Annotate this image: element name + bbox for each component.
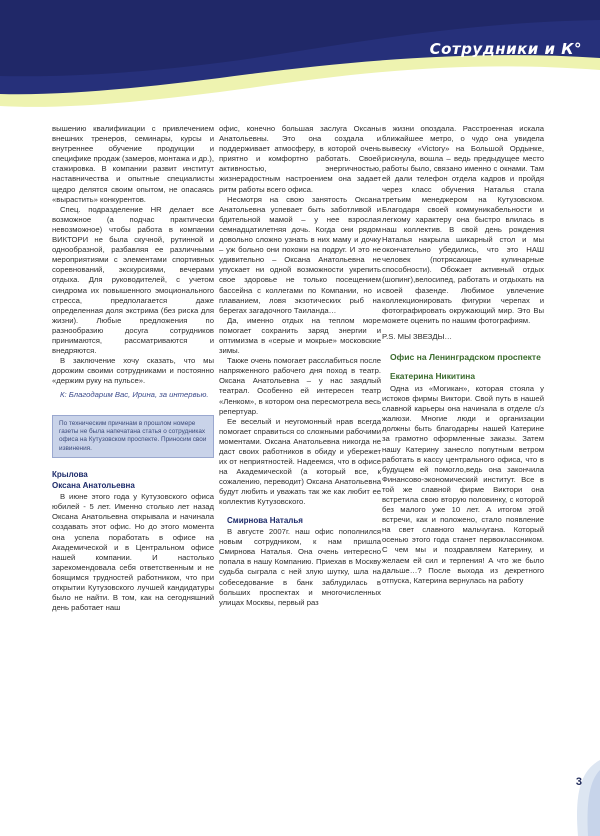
article-column-3 bbox=[382, 124, 544, 586]
postscript: P.S. МЫ ЗВЕЗДЫ… bbox=[382, 331, 453, 341]
employee-heading bbox=[52, 470, 214, 491]
employee-name: Оксана Анатольевна bbox=[52, 480, 135, 490]
apology-notice: По техническим причинам в прошлом номере газеты не была напечатана статья о сотрудниках офиса на Кутузовском проспекте. Приносим свои извинения. bbox=[52, 415, 214, 459]
paragraph: В июне этого года у Кутузовского офиса юбилей - 5 лет. Именно столько лет назад Оксана Анатольевна открывала и начинала создавать этот офис. Но до этого момента она успела поработать в офисе на Академической и в Центральном офисе нашей компании. И настолько зарекомендовала себя ответственным и не боящимся трудностей работником, что при открытии Кутузовского лучшей кандидатуры было не найти. В том, как на сегодняшний день работает наш bbox=[52, 492, 214, 613]
paragraph: Спец. подразделение HR делает все возможное (а подчас практически невозможное) чтобы работа в компании ВИКТОРИ не была скучной, рутинной и однообразной, разбавляя ее различными мероприятиями с элементами спортивных соревнований, экскурсиями, вечерами отдыха. Для руководителей, с учетом синдрома их повышенного эмоционального стресса, предполагается даже определенная доля экстрима (без риска для жизни). Любые предложения по разнообразию досуга сотрудников принимаются, рассматриваются и внедряются. bbox=[52, 204, 214, 356]
paragraph: Ее веселый и неугомонный нрав всегда помогает справиться со сложными рабочими моментами. Оксана Анатольевна никогда не даст своих работников в обиду и убережет их от неприятностей. Надеемся, что в офисе на Академической (а который все, к сожалению, переводит) Оксана Анатольевна будут любить и уважать так же как любит ее коллектив Кутузовского. bbox=[219, 416, 381, 507]
paragraph: В августе 2007г. наш офис пополнился новым сотрудником, к нам пришла Смирнова Наталья. Она очень интересно попала в нашу Компанию. Приехав в Москву судьба сыграла с ней злую шутку, шла на собеседование в банк заблудилась в больших проспектах и многочисленных улицах Москвы, первый раз bbox=[219, 527, 381, 607]
header-band bbox=[0, 0, 600, 110]
page-number: 3 bbox=[575, 776, 582, 788]
article-column-1 bbox=[52, 124, 214, 613]
section-title: Сотрудники и К° bbox=[429, 40, 582, 58]
paragraph: Несмотря на свою занятость Оксана Анатольевна успевает быть заботливой и бдительной мамой – у нее взрослая семнадцатилетняя дочь. Когда они рядом довольно сложно узнать в них маму и дочку – уж больно они похожи на подруг. И это не удивительно – Оксана Анатольевна не упускает ни одной возможности укрепить свое здоровье не только посещением бассейна с коллегами по Компании, но и плаванием, ловя экзотических рыб на берегах загадочного Таиланда… bbox=[219, 194, 381, 315]
office-heading: Офис на Ленинградском проспекте bbox=[390, 351, 541, 362]
employee-surname: Крылова bbox=[52, 470, 88, 480]
paragraph: вышению квалификации с привлечением внешних тренеров, семинары, курсы и внутреннее обучение продукции и специфике продаж (замеров, монтажа и др.), стажировка. В компании развит институт наставничества и опытные специалисты щедро делятся своим опытом, не опасаясь «вырастить» конкурентов. bbox=[52, 124, 214, 204]
paragraph: Также очень помогает расслабиться после напряженного рабочего дня поход в театр. Оксана Анатольевна – у нас заядлый театрал. Особенно ей интересен театр «Ленком», в котором она пересмотрела весь репертуар. bbox=[219, 356, 381, 416]
paragraph: офис, конечно большая заслуга Оксаны Анатольевны. Это она создала и поддерживает атмосферу, в которой очень приятно и комфортно работать. Своей активностью, энергичностью, жизнерадостным настроением она задает ритм работы всего офиса. bbox=[219, 124, 381, 194]
article-column-2 bbox=[219, 124, 381, 608]
corner-decoration bbox=[560, 760, 600, 836]
paragraph: Да, именно отдых на теплом море помогает сохранить заряд энергии и оптимизма в «серые и мокрые» московские зимы. bbox=[219, 315, 381, 356]
employee-heading: Екатерина Никитина bbox=[390, 370, 476, 381]
employee-heading: Смирнова Наталья bbox=[227, 515, 303, 525]
editor-note: К: Благодарим Вас, Ирина, за интервью. bbox=[60, 390, 209, 400]
paragraph: Одна из «Могикан», которая стояла у истоков фирмы Виктори. Свой путь в нашей славной карьеры она начинала в отделе с/з жалюзи. Многие люди и организации должны быть благодарны нашей Катерине за грамотно оформленные заказы. Затем нашу Катерину занесло попутным ветром работать в кассу центрального офиса, что в будущем ей помогло,ведь она закончила Финансово-экономический институт. Все в той же славной фирме Виктори она встретила свою вторую половинку, с которой без малого уже 10 лет. А итогом этой встречи, как и положено, стало появление на свет славного мальчугана. Который осенью этого года станет первоклассником. С чем мы и поздравляем Катерину, и желаем ей сил и терпения! А что же было дальше…? После выхода из декретного отпуска, Катерина вернулась на работу bbox=[382, 383, 544, 585]
paragraph: в жизни опоздала. Расстроенная искала ближайшее метро, о чудо она увидела вывеску «Victory» на Большой Ордынке, рискнула, вошла – ведь предыдущее место работы было, связано именно с окнами. Там ей дали телефон отдела кадров и пройдя через класс обучения Наталья стала третьим менеджером на Кутузовском. Благодаря своей коммуникабельности и легкому характеру она быстро влилась в наш коллектив. В свой день рождения Наталья накрыла шикарный стол и мы окончательно убедились, что это НАШ человек (потрясающие кулинарные способности). Обожает активный отдых (шопинг),велосипед, работать и отдыхать на своей фазенде. Любимое увлечение коллекционировать фигурки черепах и фотографировать окружающий мир. Это Вы можете оценить по нашим фотографиям. bbox=[382, 124, 544, 325]
paragraph: В заключение хочу сказать, что мы дорожим своими сотрудниками и постоянно «держим руку на пульсе». bbox=[52, 356, 214, 386]
